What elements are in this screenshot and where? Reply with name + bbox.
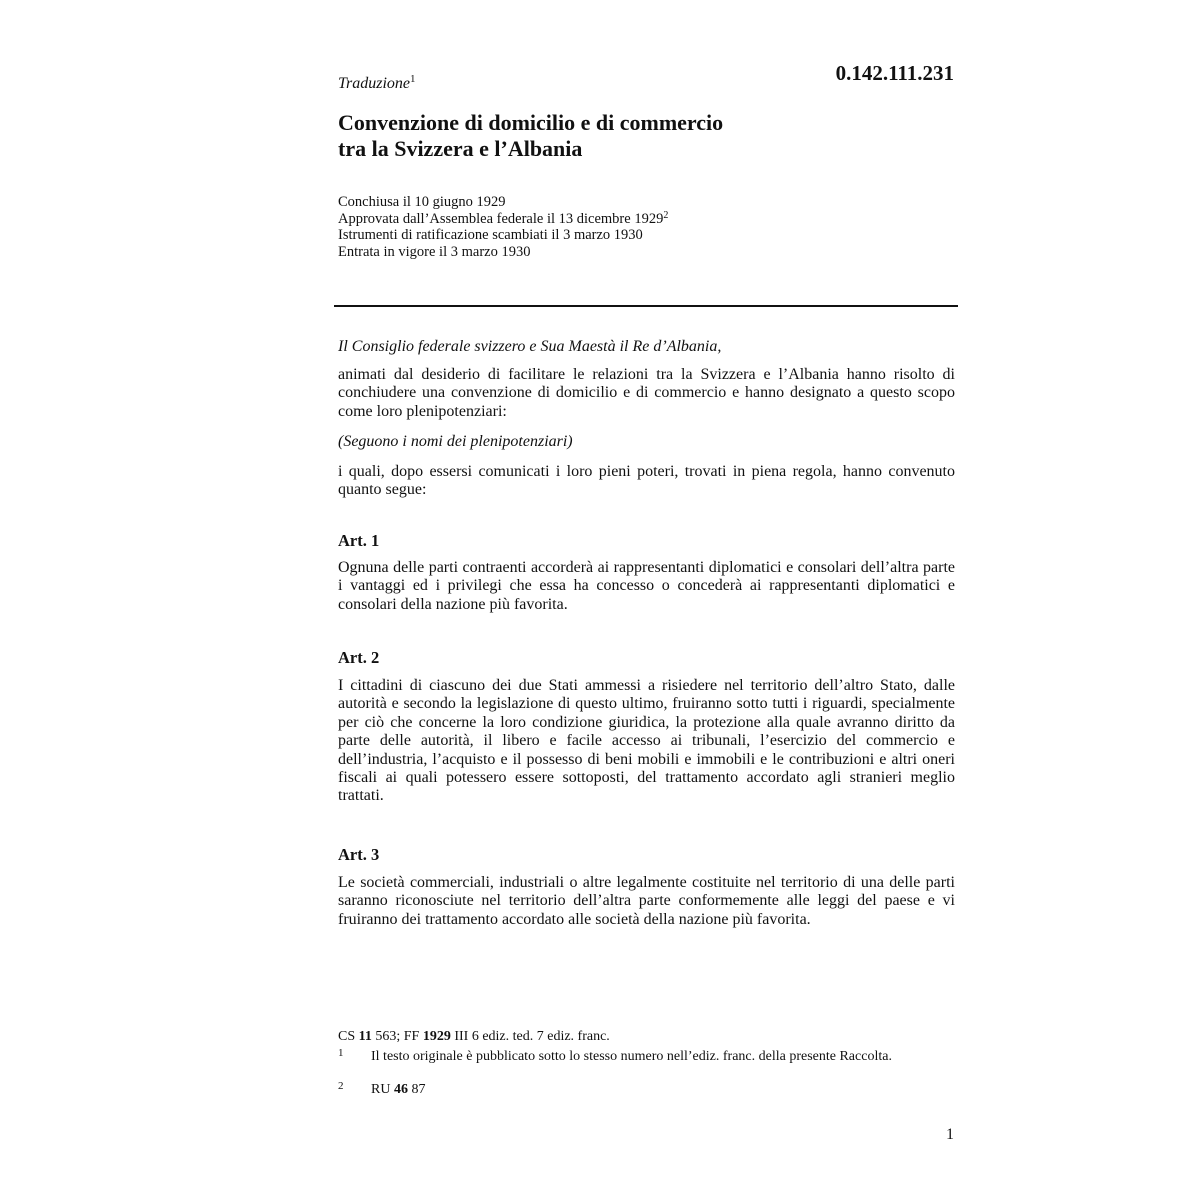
article-2-heading: Art. 2: [338, 648, 380, 667]
header-divider: [334, 305, 958, 307]
footnote-2-prefix: RU: [371, 1082, 394, 1097]
preamble-plenipotentiaries: (Seguono i nomi dei plenipotenziari): [338, 433, 573, 450]
cs-volume: 11: [358, 1029, 372, 1044]
meta-approved: [338, 211, 938, 228]
article-1-heading: Art. 1: [338, 531, 380, 550]
article-3-heading: Art. 3: [338, 845, 380, 864]
article-1-text: Ognuna delle parti contraenti accorderà ai rappresentanti diplomatici e consolari dell’altra parte i vantaggi ed i privilegi che essa ha concesso o concederà ai rappresentanti diplomatici e consolari della nazione più favorita.: [338, 559, 955, 613]
meta-concluded: Conchiusa il 10 giugno 1929: [338, 194, 506, 210]
cs-suffix: III 6 ediz. ted. 7 ediz. franc.: [450, 1029, 610, 1044]
translation-label: [338, 74, 416, 94]
footnote-ref-2[interactable]: 2: [663, 209, 669, 221]
footnote-2-suffix: 87: [407, 1082, 426, 1097]
article-2-text: I cittadini di ciascuno dei due Stati ammessi a risiedere nel territorio dell’altro Stato, dalle autorità e secondo la legislazione di questo ultimo, fruiranno sotto tutti i riguardi, specialmente per ciò che concerne la loro condizione giuridica, la protezione alla quale avranno diritto da parte delle autorità, il libero e facile accesso ai tribunali, l’esercizio del commercio e dell’industria, l’acquisto e il possesso di beni mobili e immobili e le contribuzioni e altri oneri fiscali ai quali potessero essere sottoposti, del trattamento accordato agli stranieri meglio trattati.: [338, 677, 955, 805]
translation-text: Traduzione: [338, 75, 411, 92]
ff-year: 1929: [422, 1029, 451, 1044]
sr-number: 0.142.111.231: [835, 61, 954, 85]
document-title: [338, 110, 898, 162]
meta-in-force: Entrata in vigore il 3 marzo 1930: [338, 243, 531, 260]
footnote-1-number: 1: [338, 1047, 344, 1059]
meta-ratification: Istrumenti di ratificazione scambiati il 3 marzo 1930: [338, 227, 643, 243]
footnote-2-number: 2: [338, 1080, 344, 1092]
footnote-2-volume: 46: [393, 1082, 408, 1097]
preamble-agreement: i quali, dopo essersi comunicati i loro pieni poteri, trovati in piena regola, hanno convenuto quanto segue:: [338, 463, 955, 499]
title-line-1: Convenzione di domicilio e di commercio: [338, 110, 724, 135]
meta-approved-text: Approvata dall’Assemblea federale il 13 dicembre 1929: [338, 210, 664, 227]
title-line-2: tra la Svizzera e l’Albania: [338, 136, 583, 161]
footnote-ref-1[interactable]: 1: [410, 73, 416, 85]
cs-middle: 563; FF: [371, 1029, 423, 1044]
footnote-2-text: [371, 1083, 971, 1098]
article-3-text: Le società commerciali, industriali o altre legalmente costituite nel territorio di una delle parti saranno riconosciute nel territorio dell’altra parte conformemente alle leggi del paese e vi fruiranno dei trattamento accordato alle società della nazione più favorita.: [338, 874, 955, 928]
preamble-parties: Il Consiglio federale svizzero e Sua Maestà il Re d’Albania,: [338, 338, 722, 355]
collection-reference: [338, 1029, 610, 1045]
page-number: 1: [946, 1126, 954, 1143]
document-meta: [338, 194, 938, 260]
footnote-1-text: Il testo originale è pubblicato sotto lo stesso numero nell’ediz. franc. della presente Raccolta.: [371, 1049, 892, 1064]
preamble-intent: animati dal desiderio di facilitare le relazioni tra la Svizzera e l’Albania hanno risolto di conchiudere una convenzione di domicilio e di commercio e hanno designato a questo scopo come loro plenipotenziari:: [338, 366, 955, 420]
cs-prefix: CS: [338, 1029, 359, 1044]
